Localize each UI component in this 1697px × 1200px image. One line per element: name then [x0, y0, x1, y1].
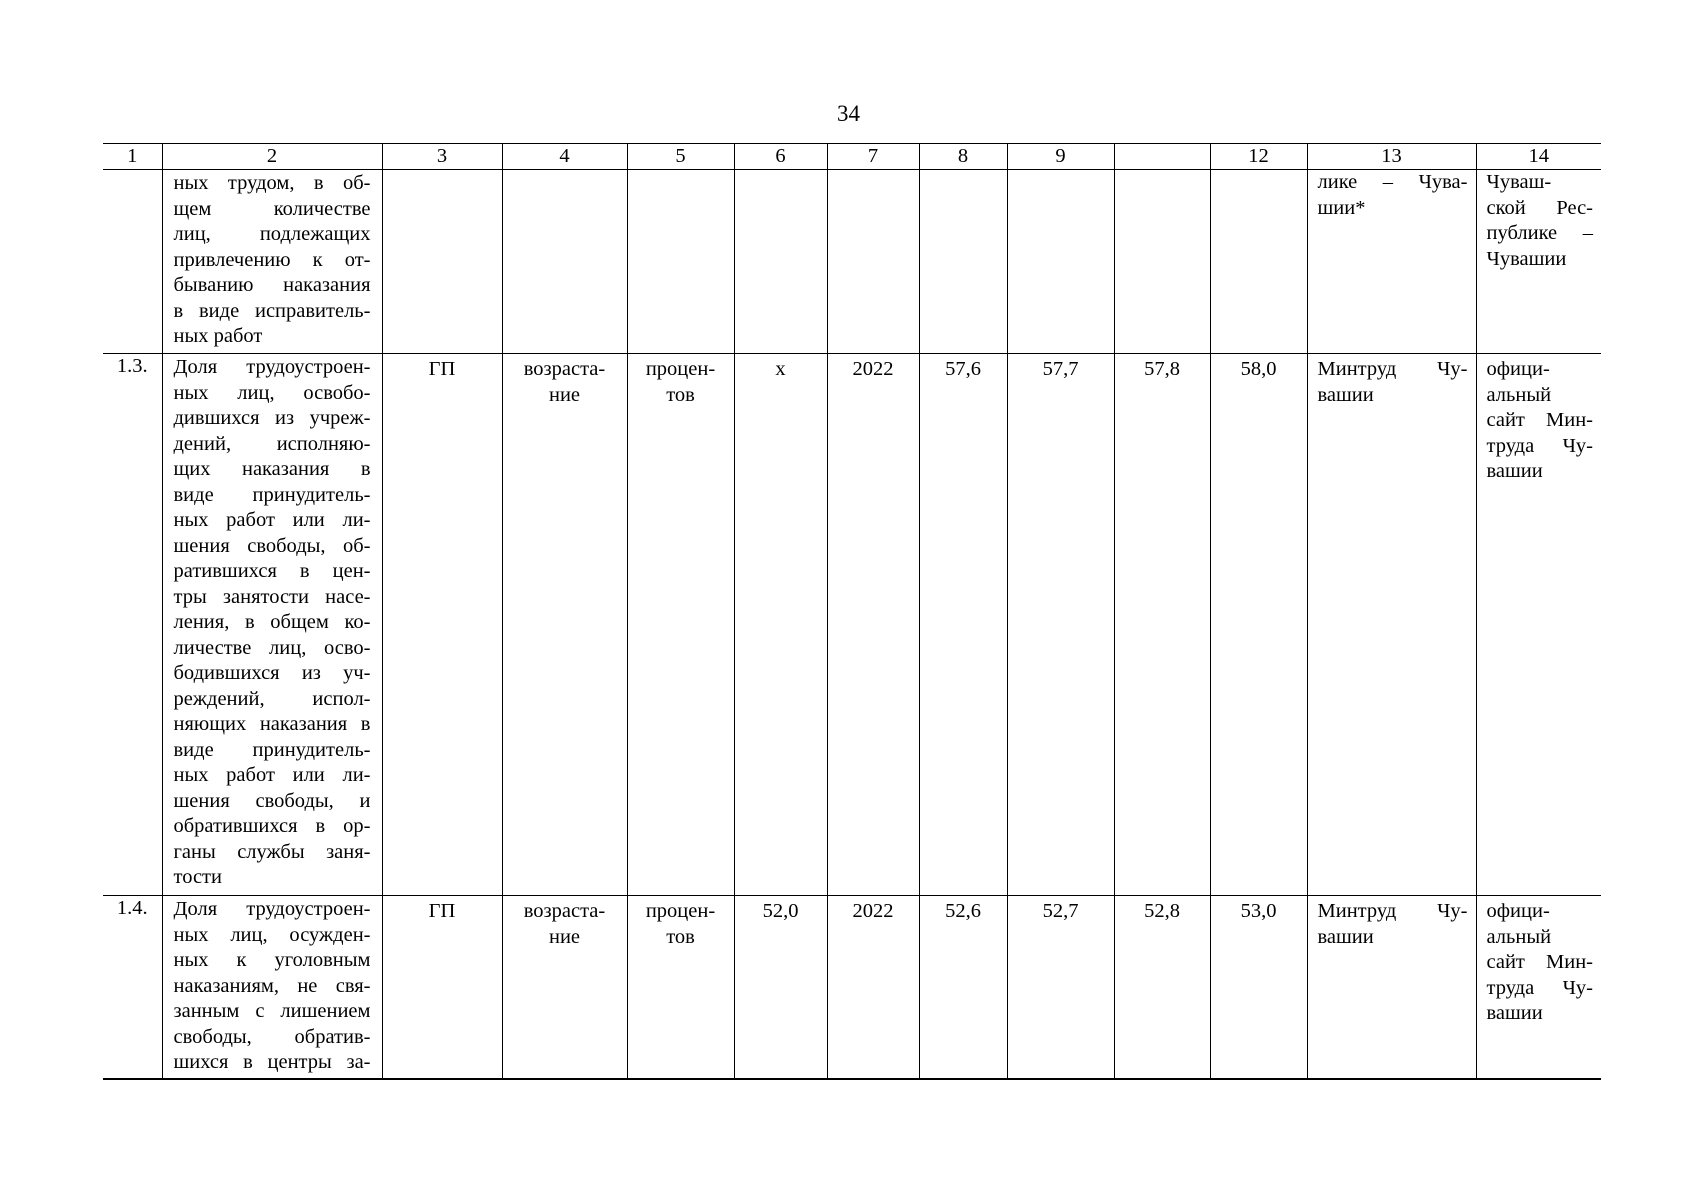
table-row	[103, 354, 1601, 896]
source-line: Чуваш-	[1486, 171, 1552, 193]
description-line: виде принудитель-	[173, 738, 371, 761]
trend-cell	[502, 170, 627, 354]
value-cell: 52,8	[1114, 896, 1210, 1080]
table-header-row	[103, 144, 1601, 170]
description-line: ганы службы заня-	[173, 840, 371, 863]
source-line: альный	[1486, 925, 1552, 948]
description-line: няющих наказания в	[173, 713, 371, 735]
column-header: 3	[382, 144, 502, 170]
description-line: Доля трудоустроен-	[173, 898, 371, 920]
description-line: тры занятости насе-	[173, 585, 371, 608]
source-line: Чувашии	[1486, 247, 1567, 270]
source-line: вашии	[1486, 1002, 1543, 1024]
value-cell: 58,0	[1210, 354, 1307, 896]
indicator-description-cell	[162, 896, 382, 1080]
description-line: привлечению к от-	[173, 248, 371, 271]
column-header: 12	[1210, 144, 1307, 170]
description-line: ных работ или ли-	[173, 509, 371, 531]
unit-cell	[627, 896, 734, 1080]
description-line: реждений, испол-	[173, 687, 371, 710]
description-line: ных работ или ли-	[173, 764, 371, 786]
row-number-cell: 1.4.	[103, 896, 162, 1080]
description-line: ных лиц, осужден-	[173, 923, 371, 946]
description-line: ных к уголовным	[173, 949, 371, 971]
value-cell: 57,8	[1114, 354, 1210, 896]
description-line: наказаниям, не свя-	[173, 974, 371, 997]
description-line: свободы, обратив-	[173, 1025, 371, 1048]
unit-line: тов	[666, 925, 695, 948]
description-line: дившихся из учреж-	[173, 407, 371, 429]
source-line: сайт Мин-	[1486, 951, 1593, 973]
column-header: 1	[103, 144, 162, 170]
column-header: 7	[827, 144, 919, 170]
responsible-line: шии*	[1317, 196, 1366, 219]
table-row	[103, 170, 1601, 354]
indicators-table	[103, 143, 1601, 1080]
source-line: сайт Мин-	[1486, 409, 1593, 431]
column-header: 2	[162, 144, 382, 170]
trend-cell	[502, 896, 627, 1080]
row-number-cell	[103, 170, 162, 354]
value-cell: 57,6	[919, 354, 1007, 896]
description-line: лиц, подлежащих	[173, 223, 371, 245]
description-line: дений, исполняю-	[173, 432, 371, 455]
value-cell: 52,6	[919, 896, 1007, 1080]
base-value-cell: 52,0	[734, 896, 827, 1080]
column-header: 8	[919, 144, 1007, 170]
description-line: шихся в центры за-	[173, 1051, 371, 1073]
trend-line: ние	[548, 383, 581, 406]
unit-cell	[627, 170, 734, 354]
column-header: 4	[502, 144, 627, 170]
level-cell: ГП	[382, 354, 502, 896]
base-value-cell	[734, 170, 827, 354]
year-cell: 2022	[827, 354, 919, 896]
responsible-cell	[1307, 896, 1476, 1080]
column-header: 13	[1307, 144, 1476, 170]
row-number-cell: 1.3.	[103, 354, 162, 896]
level-cell	[382, 170, 502, 354]
unit-line: тов	[666, 383, 695, 406]
unit-cell	[627, 354, 734, 896]
source-cell	[1476, 896, 1601, 1080]
column-header: 9	[1007, 144, 1114, 170]
unit-line: процен-	[645, 358, 716, 380]
year-cell: 2022	[827, 896, 919, 1080]
year-cell	[827, 170, 919, 354]
unit-line: процен-	[645, 900, 716, 922]
trend-cell	[502, 354, 627, 896]
description-line: личестве лиц, осво-	[173, 636, 371, 659]
responsible-line: вашии	[1317, 925, 1374, 948]
column-header: 14	[1476, 144, 1601, 170]
description-line: ных работ	[173, 325, 263, 347]
source-line: ской Рес-	[1486, 196, 1593, 219]
responsible-line: лике – Чува-	[1317, 171, 1468, 193]
trend-line: возраста-	[523, 900, 606, 922]
description-line: ных трудом, в об-	[173, 172, 371, 194]
base-value-cell: х	[734, 354, 827, 896]
description-line: тости	[173, 866, 222, 888]
value-cell: 52,7	[1007, 896, 1114, 1080]
value-cell: 57,7	[1007, 354, 1114, 896]
description-line: в виде исправитель-	[173, 299, 371, 322]
responsible-line: Минтруд Чу-	[1317, 900, 1468, 922]
description-line: щем количестве	[173, 197, 371, 220]
description-line: щих наказания в	[173, 458, 371, 480]
value-cell: 53,0	[1210, 896, 1307, 1080]
source-line: труда Чу-	[1486, 976, 1593, 999]
value-cell	[919, 170, 1007, 354]
description-line: ных лиц, освобо-	[173, 381, 371, 404]
description-line: быванию наказания	[173, 274, 371, 296]
responsible-line: вашии	[1317, 383, 1374, 406]
value-cell	[1210, 170, 1307, 354]
source-line: труда Чу-	[1486, 434, 1593, 457]
value-cell	[1114, 170, 1210, 354]
source-cell	[1476, 354, 1601, 896]
responsible-cell	[1307, 170, 1476, 354]
responsible-cell	[1307, 354, 1476, 896]
source-line: вашии	[1486, 460, 1543, 482]
description-line: виде принудитель-	[173, 483, 371, 506]
description-line: шения свободы, и	[173, 789, 371, 812]
description-line: шения свободы, об-	[173, 534, 371, 557]
trend-line: ние	[548, 925, 581, 948]
source-line: офици-	[1486, 900, 1550, 922]
description-line: обратившихся в ор-	[173, 815, 371, 837]
column-header: 5	[627, 144, 734, 170]
responsible-line: Минтруд Чу-	[1317, 358, 1468, 380]
indicator-description-cell	[162, 170, 382, 354]
source-line: офици-	[1486, 358, 1550, 380]
description-line: ратившихся в цен-	[173, 560, 371, 582]
source-line: публике –	[1486, 222, 1593, 244]
column-header	[1114, 144, 1210, 170]
source-line: альный	[1486, 383, 1552, 406]
table-row	[103, 896, 1601, 1080]
description-line: ления, в общем ко-	[173, 611, 371, 633]
column-header: 6	[734, 144, 827, 170]
source-cell	[1476, 170, 1601, 354]
page-number: 34	[837, 101, 860, 126]
level-cell: ГП	[382, 896, 502, 1080]
trend-line: возраста-	[523, 358, 606, 380]
value-cell	[1007, 170, 1114, 354]
indicator-description-cell	[162, 354, 382, 896]
description-line: Доля трудоустроен-	[173, 356, 371, 378]
description-line: занным с лишением	[173, 1000, 371, 1022]
description-line: бодившихся из уч-	[173, 662, 371, 684]
